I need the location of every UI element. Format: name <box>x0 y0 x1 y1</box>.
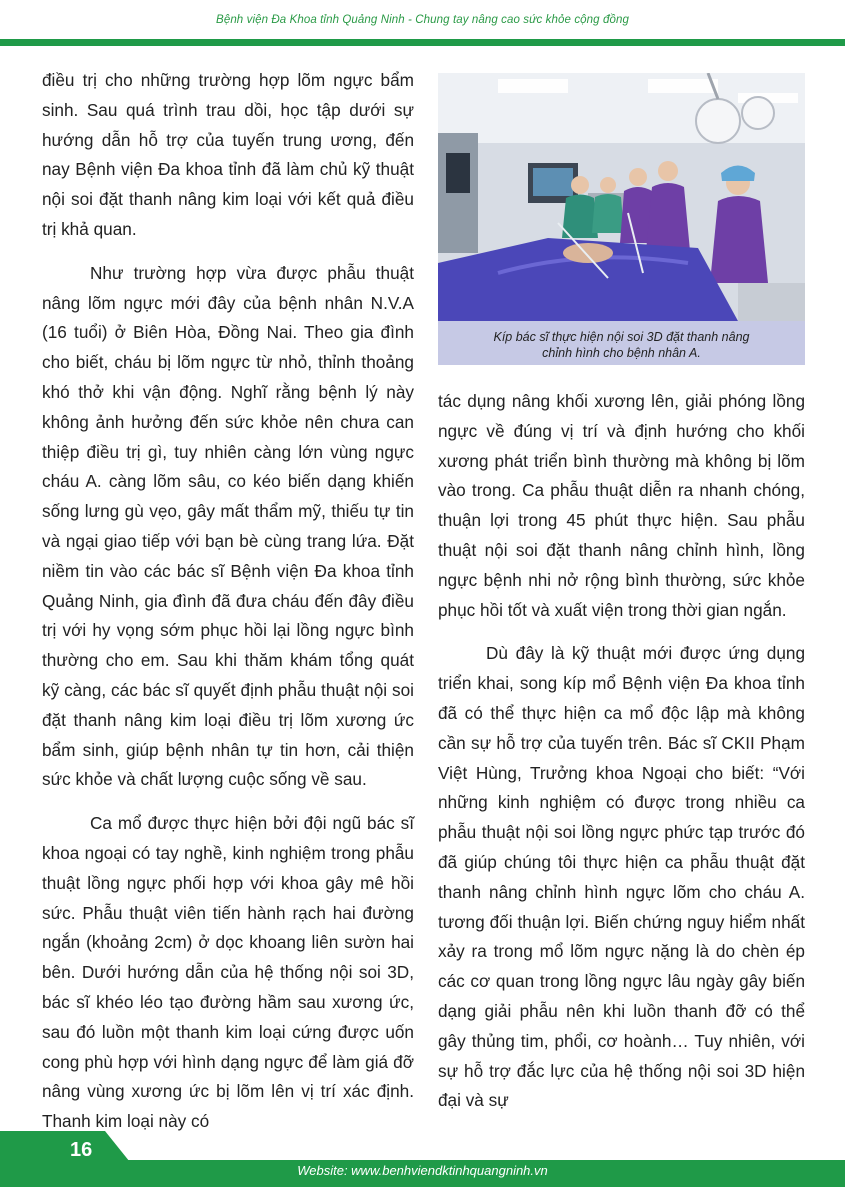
left-paragraph-2: Như trường hợp vừa được phẫu thuật nâng lõm ngực mới đây của bệnh nhân N.V.A (16 tuổi) ở Biên Hòa, Đồng Nai. Theo gia đình cho biết, cháu bị lõm ngực từ nhỏ, thỉnh thoảng khó thở khi vận động. Nghĩ rằng bệnh lý này không ảnh hưởng đến sức khỏe nên chưa can thiệp điều trị gì, tuy nhiên càng lớn vùng ngực cháu A. càng lõm sâu, co kéo biến dạng khiến sống lưng gù vẹo, gây mất thẩm mỹ, thiếu tự tin và ngại giao tiếp với bạn bè cùng trang lứa. Đặt niềm tin vào các bác sĩ Bệnh viện Đa khoa tỉnh Quảng Ninh, gia đình đã đưa cháu đến đây điều trị với hy vọng sớm phục hồi lại lồng ngực bình thường cho em. Sau khi thăm khám tổng quát kỹ càng, các bác sĩ quyết định phẫu thuật nội soi đặt thanh nâng kim loại điều trị lõm xương ức bẩm sinh, giúp bệnh nhân tự tin hơn, cải thiện sức khỏe và chất lượng cuộc sống về sau. <box>42 262 414 790</box>
left-column <box>42 66 414 1151</box>
left-paragraph-3: Ca mổ được thực hiện bởi đội ngũ bác sĩ khoa ngoại có tay nghề, kinh nghiệm trong phẫu thuật lồng ngực phối hợp với khoa gây mê hồi sức. Phẫu thuật viên tiến hành rạch hai đường ngắn (khoảng 2cm) ở dọc khoang liên sườn hai bên. Dưới hướng dẫn của hệ thống nội soi 3D, bác sĩ khéo léo tạo đường hầm sau xương ức, sau đó luồn một thanh kim loại cứng được uốn cong phù hợp với hình dạng ngực để làm giá đỡ nâng vùng xương ức bị lõm lên vị trí xác định. Thanh kim loại này có <box>42 813 414 1132</box>
header-title: Bệnh viện Đa Khoa tỉnh Quảng Ninh - Chung tay nâng cao sức khỏe cộng đồng <box>216 14 629 26</box>
caption-line-2: chỉnh hình cho bệnh nhân A. <box>542 346 701 360</box>
footer-website: Website: www.benhviendktinhquangninh.vn <box>297 1163 548 1178</box>
left-paragraph-1: điều trị cho những trường hợp lõm ngực bẩm sinh. Sau quá trình trau dồi, học tập dưới sự hướng dẫn hỗ trợ của tuyến trung ương, đến nay Bệnh viện Đa khoa tỉnh đã làm chủ kỹ thuật nội soi đặt thanh nâng kim loại với kết quả điều trị khả quan. <box>42 70 414 239</box>
caption-line-1: Kíp bác sĩ thực hiện nội soi 3D đặt thanh nâng <box>493 330 750 344</box>
article-figure <box>438 73 805 365</box>
header-bar <box>0 39 845 46</box>
right-paragraph-1: tác dụng nâng khối xương lên, giải phóng lồng ngực về đúng vị trí và định hướng cho khối xương phát triển bình thường mà không bị lõm vào trong. Ca phẫu thuật diễn ra nhanh chóng, thuận lợi trong 45 phút thực hiện. Sau phẫu thuật nội soi đặt thanh nâng chỉnh hình, lồng ngực bệnh nhi nở rộng bình thường, sức khỏe phục hồi tốt và xuất viện trong thời gian ngắn. <box>438 391 805 620</box>
right-column <box>438 387 805 1130</box>
surgery-photo <box>438 73 805 321</box>
page-number: 16 <box>70 1139 93 1161</box>
right-paragraph-2: Dù đây là kỹ thuật mới được ứng dụng triển khai, song kíp mổ Bệnh viện Đa khoa tỉnh đã có thể thực hiện ca mổ độc lập mà không cần sự hỗ trợ của tuyến trên. Bác sĩ CKII Phạm Việt Hùng, Trưởng khoa Ngoại cho biết: “Với những kinh nghiệm có được trong nhiều ca phẫu thuật nội soi lồng ngực phức tạp trước đó đã giúp chúng tôi thực hiện ca phẫu thuật đặt thanh nâng chỉnh hình ngực lõm cho cháu A. tương đối thuận lợi. Biến chứng nguy hiểm nhất xảy ra trong mổ lõm ngực nặng là do chèn ép các cơ quan trong lồng ngực lâu ngày gây biến dạng giải phẫu nên khi luồn thanh đỡ có thể gây thủng tim, phổi, cơ hoành… Tuy nhiên, với sự hỗ trợ đắc lực của hệ thống nội soi 3D hiện đại và sự <box>438 643 805 1111</box>
figure-caption <box>446 329 797 361</box>
